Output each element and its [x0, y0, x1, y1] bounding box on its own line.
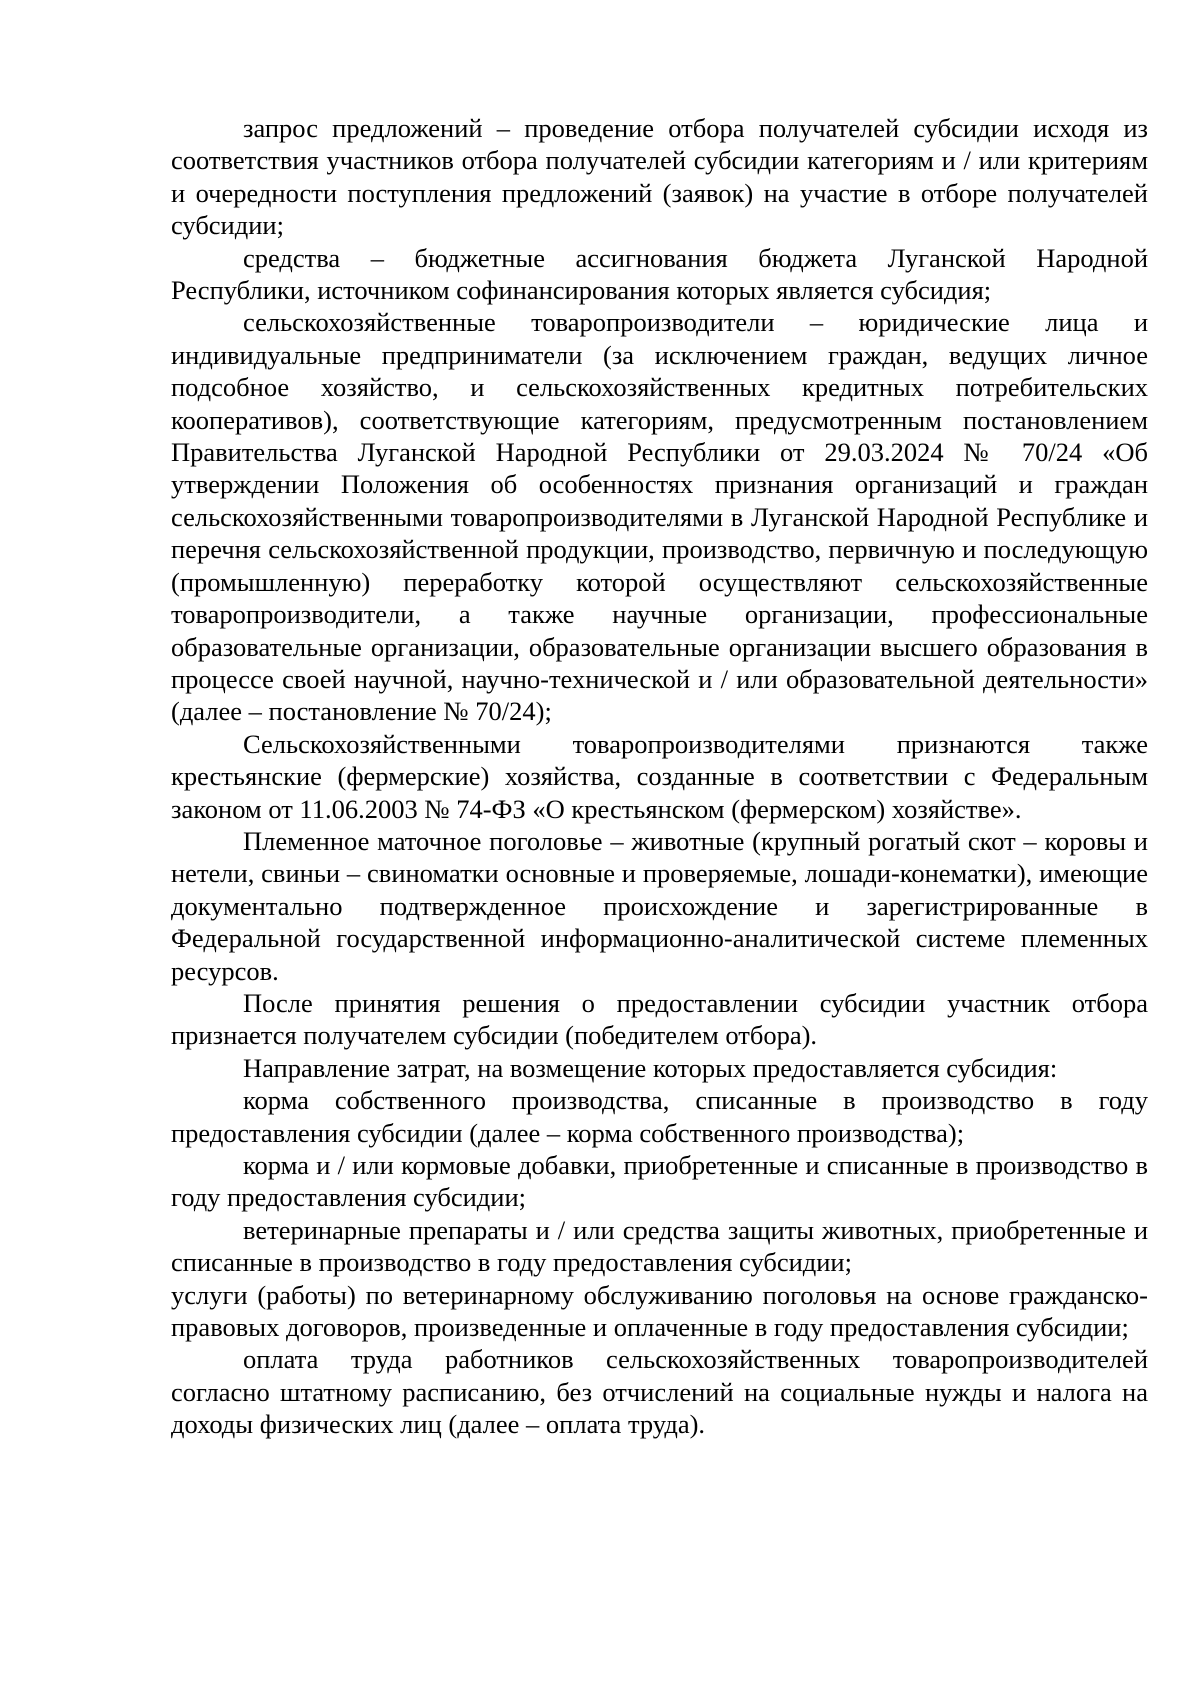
paragraph-veterinary-services: услуги (работы) по ветеринарному обслуживанию поголовья на основе гражданско-правовых договоров, произведенные и оплаченные в году предоставления субсидии; — [171, 1279, 1148, 1343]
paragraph-own-feed: корма собственного производства, списанные в производство в году предоставления субсидии (далее – корма собственного производства); — [171, 1085, 1148, 1148]
paragraph-cost-directions: Направление затрат, на возмещение которых предоставляется субсидия: — [243, 1052, 1058, 1083]
paragraph-breeding-stock: Племенное маточное поголовье – животные (крупный рогатый скот – коровы и нетели, свиньи – свиноматки основные и проверяемые, лошади-конематки), имеющие документально подтвержденное происхождение и зарегистрированные в Федеральной государственной информационно-аналитической системе племенных ресурсов. — [171, 825, 1148, 986]
document-body — [171, 112, 1148, 1441]
paragraph-agricultural-producers: сельскохозяйственные товаропроизводители – юридические лица и индивидуальные предприниматели (за исключением граждан, ведущих личное подсобное хозяйство, и сельскохозяйственных кредитных потребительских кооперативов), соответствующие категориям, предусмотренным постановлением Правительства Луганской Народной Республики от 29.03.2024 № 70/24 «Об утверждении Положения об особенностях признания организаций и граждан сельскохозяйственными товаропроизводителями в Луганской Народной Республике и перечня сельскохозяйственной продукции, производство, первичную и последующую (промышленную) переработку которой осуществляют сельскохозяйственные товаропроизводители, а также научные организации, профессиональные образовательные организации, образовательные организации высшего образования в процессе своей научной, научно-технической и / или образовательной деятельности» (далее – постановление № 70/24); — [171, 307, 1148, 727]
paragraph-farm-households: Сельскохозяйственными товаропроизводителями признаются также крестьянские (фермерские) хозяйства, созданные в соответствии с Федеральным законом от 11.06.2003 № 74-ФЗ «О крестьянском (фермерском) хозяйстве». — [171, 728, 1148, 824]
paragraph-proposal-request: запрос предложений – проведение отбора получателей субсидии исходя из соответствия участников отбора получателей субсидии категориям и / или критериям и очередности поступления предложений (заявок) на участие в отборе получателей субсидии; — [171, 113, 1148, 241]
paragraph-labor-payment: оплата труда работников сельскохозяйственных товаропроизводителей согласно штатному расписанию, без отчислений на социальные нужды и налога на доходы физических лиц (далее – оплата труда). — [171, 1344, 1148, 1440]
paragraph-funds: средства – бюджетные ассигнования бюджета Луганской Народной Республики, источником софинансирования которых является субсидия; — [171, 242, 1148, 306]
paragraph-recipient-status: После принятия решения о предоставлении субсидии участник отбора признается получателем субсидии (победителем отбора). — [171, 987, 1148, 1051]
paragraph-feed-additives: корма и / или кормовые добавки, приобретенные и списанные в производство в году предоставления субсидии; — [171, 1150, 1148, 1213]
paragraph-veterinary-drugs: ветеринарные препараты и / или средства защиты животных, приобретенные и списанные в производство в году предоставления субсидии; — [171, 1214, 1148, 1278]
